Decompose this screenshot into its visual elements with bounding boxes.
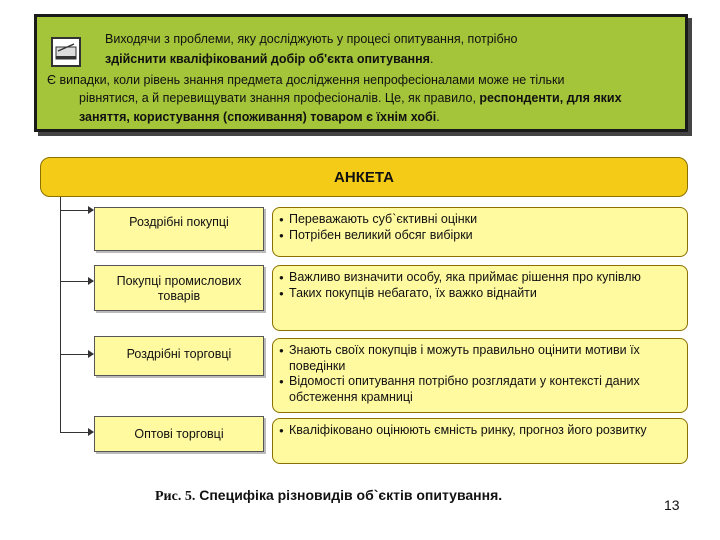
row-3-bullet-2: ● Відомості опитування потрібно розглядати у контексті даних обстеження крамниці [279,374,681,405]
intro-line-5-end: . [436,110,440,124]
anketa-header: АНКЕТА [40,157,688,197]
document-icon [51,37,81,67]
row-4-details [272,418,688,464]
figure-caption [155,487,502,505]
intro-line-5 [79,110,440,124]
row-1-bullet-1: ● Переважають суб`єктивні оцінки [279,212,681,228]
caption-text: Специфіка різновидів об`єктів опитування. [195,487,503,503]
intro-line-5-bold: заняття, користування (споживання) товаром є їхнім хобі [79,110,437,124]
intro-line-2 [105,52,433,66]
intro-line-3: Є випадки, коли рівень знання предмета дослідження непрофесіоналами може не тільки [47,73,565,87]
row-1-bullet-2: ● Потрібен великий обсяг вибірки [279,228,681,244]
row-1-details [272,207,688,257]
row-4-label: Оптові торговці [94,416,264,452]
intro-line-4 [79,91,622,105]
row-3-label: Роздрібні торговці [94,336,264,376]
row-2-bullet-1: ● Важливо визначити особу, яка приймає рішення про купівлю [279,270,681,286]
caption-prefix: Рис. 5. [155,489,196,504]
intro-box [34,14,688,132]
intro-line-2-bold: здійснити кваліфікований добір об'єкта опитування [105,52,430,66]
row-3-bullet-1: ● Знають своїх покупців і можуть правильно оцінити мотиви їх поведінки [279,343,681,374]
row-3-details [272,338,688,413]
intro-line-1: Виходячи з проблеми, яку досліджують у процесі опитування, потрібно [105,32,518,46]
row-2-bullet-2: ● Таких покупців небагато, їх важко віднайти [279,286,681,302]
intro-line-4-normal: рівнятися, а й перевищувати знання професіоналів. Це, як правило, [79,91,480,105]
row-4-bullet-1: ● Кваліфіковано оцінюють ємність ринку, прогноз його розвитку [279,423,681,439]
connector-vertical [60,190,61,432]
intro-line-4-bold: респонденти, для яких [479,91,622,105]
row-1-label: Роздрібні покупці [94,207,264,251]
page-number: 13 [664,497,680,513]
row-2-details [272,265,688,331]
row-2-label: Покупці промислових товарів [94,265,264,311]
intro-line-2-end: . [429,52,434,66]
